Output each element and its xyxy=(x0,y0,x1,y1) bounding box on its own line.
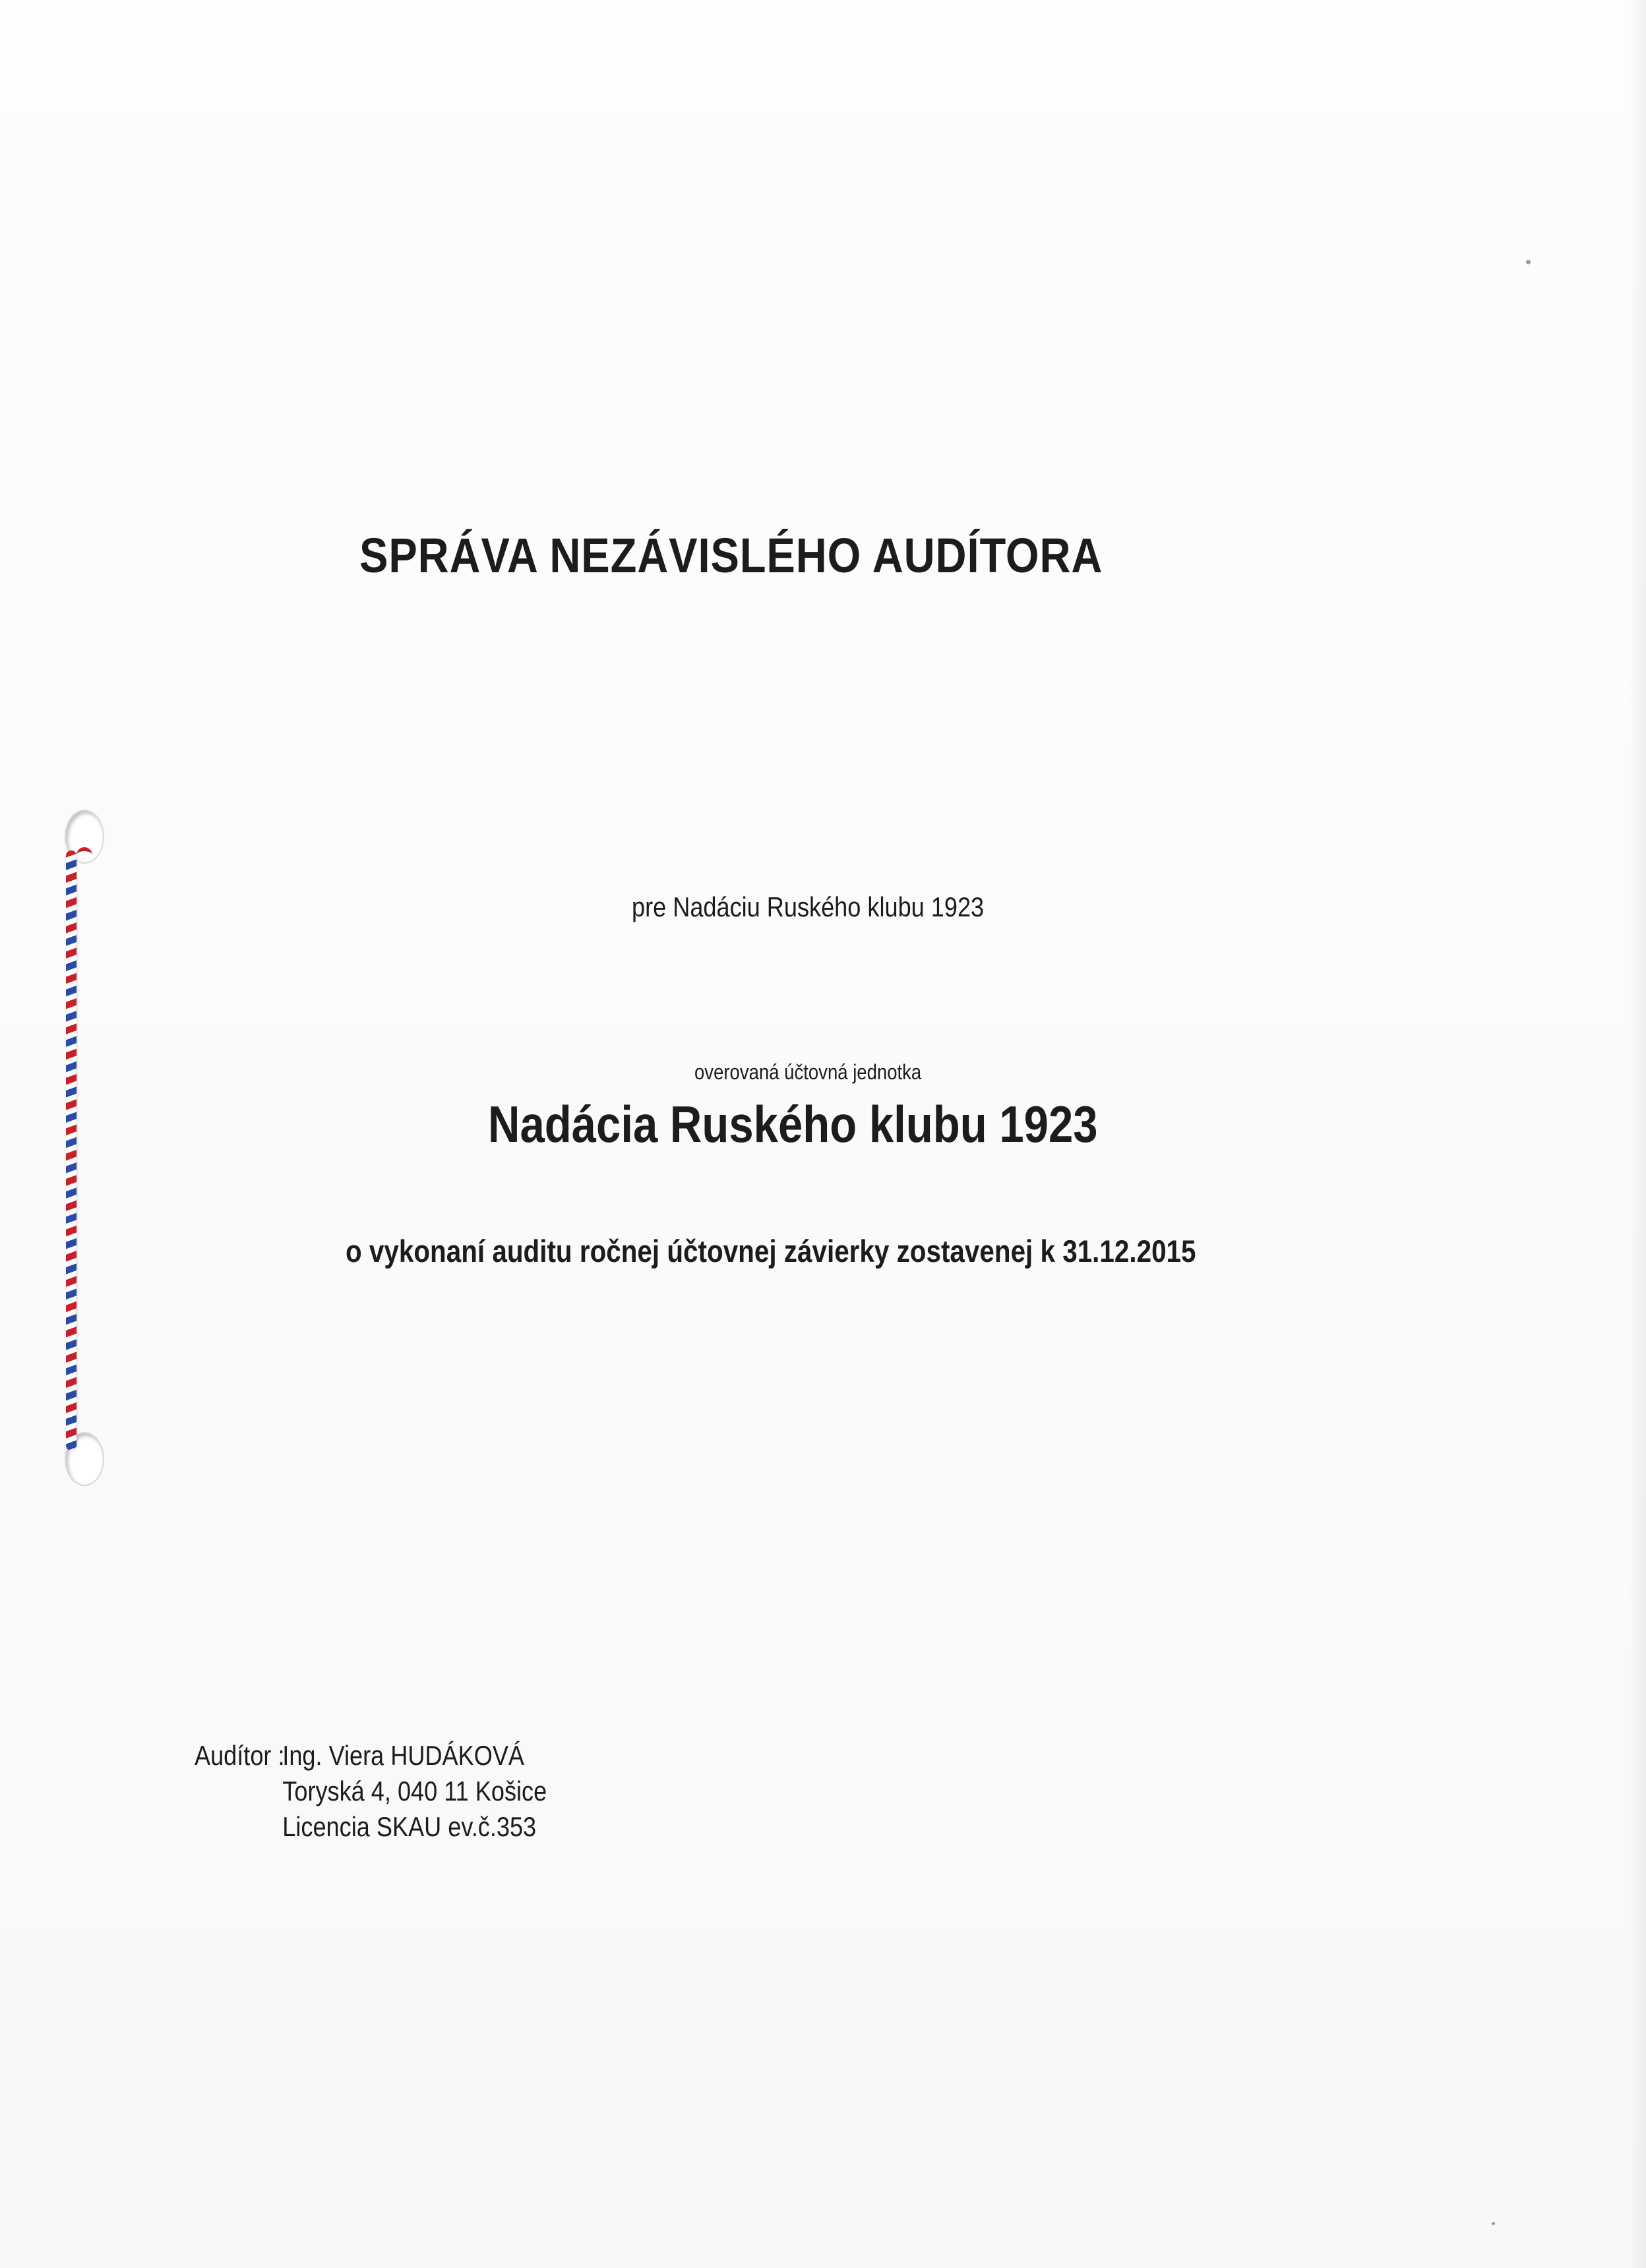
binding-cord xyxy=(66,850,76,1450)
audited-entity-name: Nadácia Ruského klubu 1923 xyxy=(488,1095,1098,1153)
binding-cord-tail xyxy=(76,847,92,864)
speck xyxy=(1526,260,1531,264)
auditor-name-row xyxy=(195,1738,547,1774)
recipient-line: pre Nadáciu Ruského klubu 1923 xyxy=(632,891,985,922)
auditor-label: Audítor : xyxy=(195,1740,285,1771)
report-purpose: o vykonaní auditu ročnej účtovnej závierky zostavenej k 31.12.2015 xyxy=(346,1234,1196,1268)
auditor-license: Licencia SKAU ev.č.353 xyxy=(282,1811,537,1842)
auditor-address: Toryská 4, 040 11 Košice xyxy=(282,1776,547,1806)
auditor-name: Ing. Viera HUDÁKOVÁ xyxy=(282,1740,525,1771)
audited-entity-label: overovaná účtovná jednotka xyxy=(694,1060,922,1084)
report-title: SPRÁVA NEZÁVISLÉHO AUDÍTORA xyxy=(359,528,1103,583)
auditor-block xyxy=(195,1738,547,1845)
auditor-license-row xyxy=(195,1809,547,1845)
page-edge-shadow xyxy=(1629,0,1646,2268)
auditor-address-row xyxy=(195,1774,547,1809)
speck xyxy=(1492,2222,1495,2225)
